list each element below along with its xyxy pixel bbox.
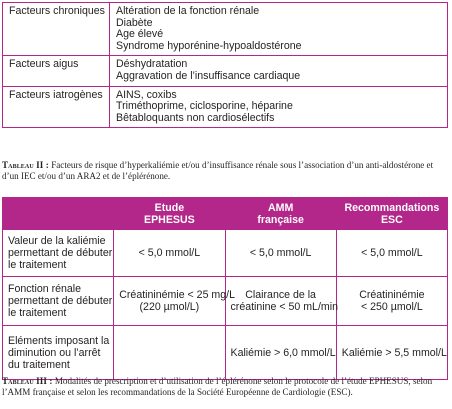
row-header-line: Valeur de la kaliémie <box>8 235 106 247</box>
table-caption <box>2 376 448 398</box>
cell-line: Kaliémie > 6,0 mmol/L <box>230 346 336 359</box>
row-header-line: du traitement <box>8 358 70 371</box>
cell-line: < 5,0 mmol/L <box>249 247 312 259</box>
factor-label: Facteurs chroniques <box>9 5 105 17</box>
factor-category <box>3 56 110 86</box>
table-row <box>3 326 448 380</box>
cell-value <box>225 277 336 326</box>
factor-item: Aggravation de l’insuffisance cardiaque <box>116 69 301 82</box>
table-row <box>3 3 448 56</box>
table-caption <box>2 160 448 182</box>
cell-line: Créatininémie < 25 mg/L <box>119 289 235 301</box>
cell-line: Créatininémie <box>359 289 425 301</box>
header-line: Etude <box>154 201 185 214</box>
cell-value <box>336 230 447 277</box>
row-header-line: le traitement <box>8 307 67 319</box>
table-row <box>3 56 448 86</box>
row-header-line: Fonction rénale <box>8 283 82 295</box>
factor-item: AINS, coxibs <box>116 88 177 101</box>
factor-items <box>110 3 448 56</box>
row-header <box>3 230 114 277</box>
factor-items <box>110 56 448 86</box>
factor-items <box>110 86 448 128</box>
row-header <box>3 277 114 326</box>
cell-value <box>336 326 447 380</box>
table-header-row <box>3 198 448 230</box>
header-line: Recommandations <box>344 201 440 214</box>
row-header-line: le traitement <box>8 259 67 271</box>
factor-item: Syndrome hyporénine-hypoaldostérone <box>116 39 302 52</box>
header-line: EPHESUS <box>144 213 195 226</box>
header-amm <box>225 198 336 230</box>
header-ephesus <box>114 198 225 230</box>
row-header-line: permettant de débuter <box>8 295 113 307</box>
header-esc <box>336 198 447 230</box>
factor-item: Altération de la fonction rénale <box>116 5 260 17</box>
cell-line: créatinine < 50 mL/min <box>230 301 338 313</box>
cell-line: Clairance de la <box>245 289 316 301</box>
cell-line: (220 µmol/L) <box>139 301 200 313</box>
header-line: AMM <box>267 201 294 214</box>
table-row <box>3 86 448 128</box>
table-eplerenone-modalities <box>2 197 448 380</box>
factor-item: Diabète <box>116 16 153 29</box>
table-row <box>3 277 448 326</box>
factor-label: Facteurs iatrogènes <box>9 88 103 101</box>
factor-item: Triméthoprime, ciclosporine, héparine <box>116 100 293 113</box>
cell-value <box>336 277 447 326</box>
caption-label: Tableau III : <box>2 376 53 386</box>
factor-item: Bêtabloquants non cardiosélectifs <box>116 111 275 124</box>
row-header <box>3 326 114 380</box>
caption-text: Facteurs de risque d’hyperkaliémie et/ou d’insuffisance rénale sous l’association d’un anti-aldostérone et d’un IEC et/ou d’un ARA2 et de l’éplérénone. <box>2 160 434 181</box>
row-header-line: permettant de débuter <box>8 247 113 259</box>
cell-value <box>114 230 225 277</box>
cell-value <box>114 277 235 326</box>
cell-line: < 5,0 mmol/L <box>138 247 201 259</box>
cell-line: < 250 µmol/L <box>360 301 423 313</box>
table-row <box>3 230 448 277</box>
caption-label: Tableau II : <box>2 160 49 170</box>
header-line: ESC <box>380 213 403 226</box>
factor-category <box>3 3 110 56</box>
factor-item: Déshydratation <box>116 58 188 71</box>
row-header-line: Eléments imposant la <box>8 334 110 347</box>
row-header-line: diminution ou l’arrêt <box>8 346 101 359</box>
cell-line: Kaliémie > 5,5 mmol/L <box>341 346 447 359</box>
caption-text: Modalités de prescription et d’utilisation de l’éplérénone selon le protocole de l’étude EPHESUS, selon l’AMM française et selon les recommandations de la Société Européenne de Cardiologie (ESC). <box>2 376 433 397</box>
header-line: française <box>257 213 304 226</box>
factor-label: Facteurs aigus <box>9 58 79 71</box>
table-risk-factors <box>2 2 448 128</box>
factor-category <box>3 86 110 128</box>
header-corner <box>3 198 114 230</box>
cell-value <box>225 230 336 277</box>
cell-value <box>225 326 336 380</box>
cell-line: < 5,0 mmol/L <box>361 247 423 259</box>
cell-value <box>114 326 225 380</box>
factor-item: Age élevé <box>116 28 164 41</box>
